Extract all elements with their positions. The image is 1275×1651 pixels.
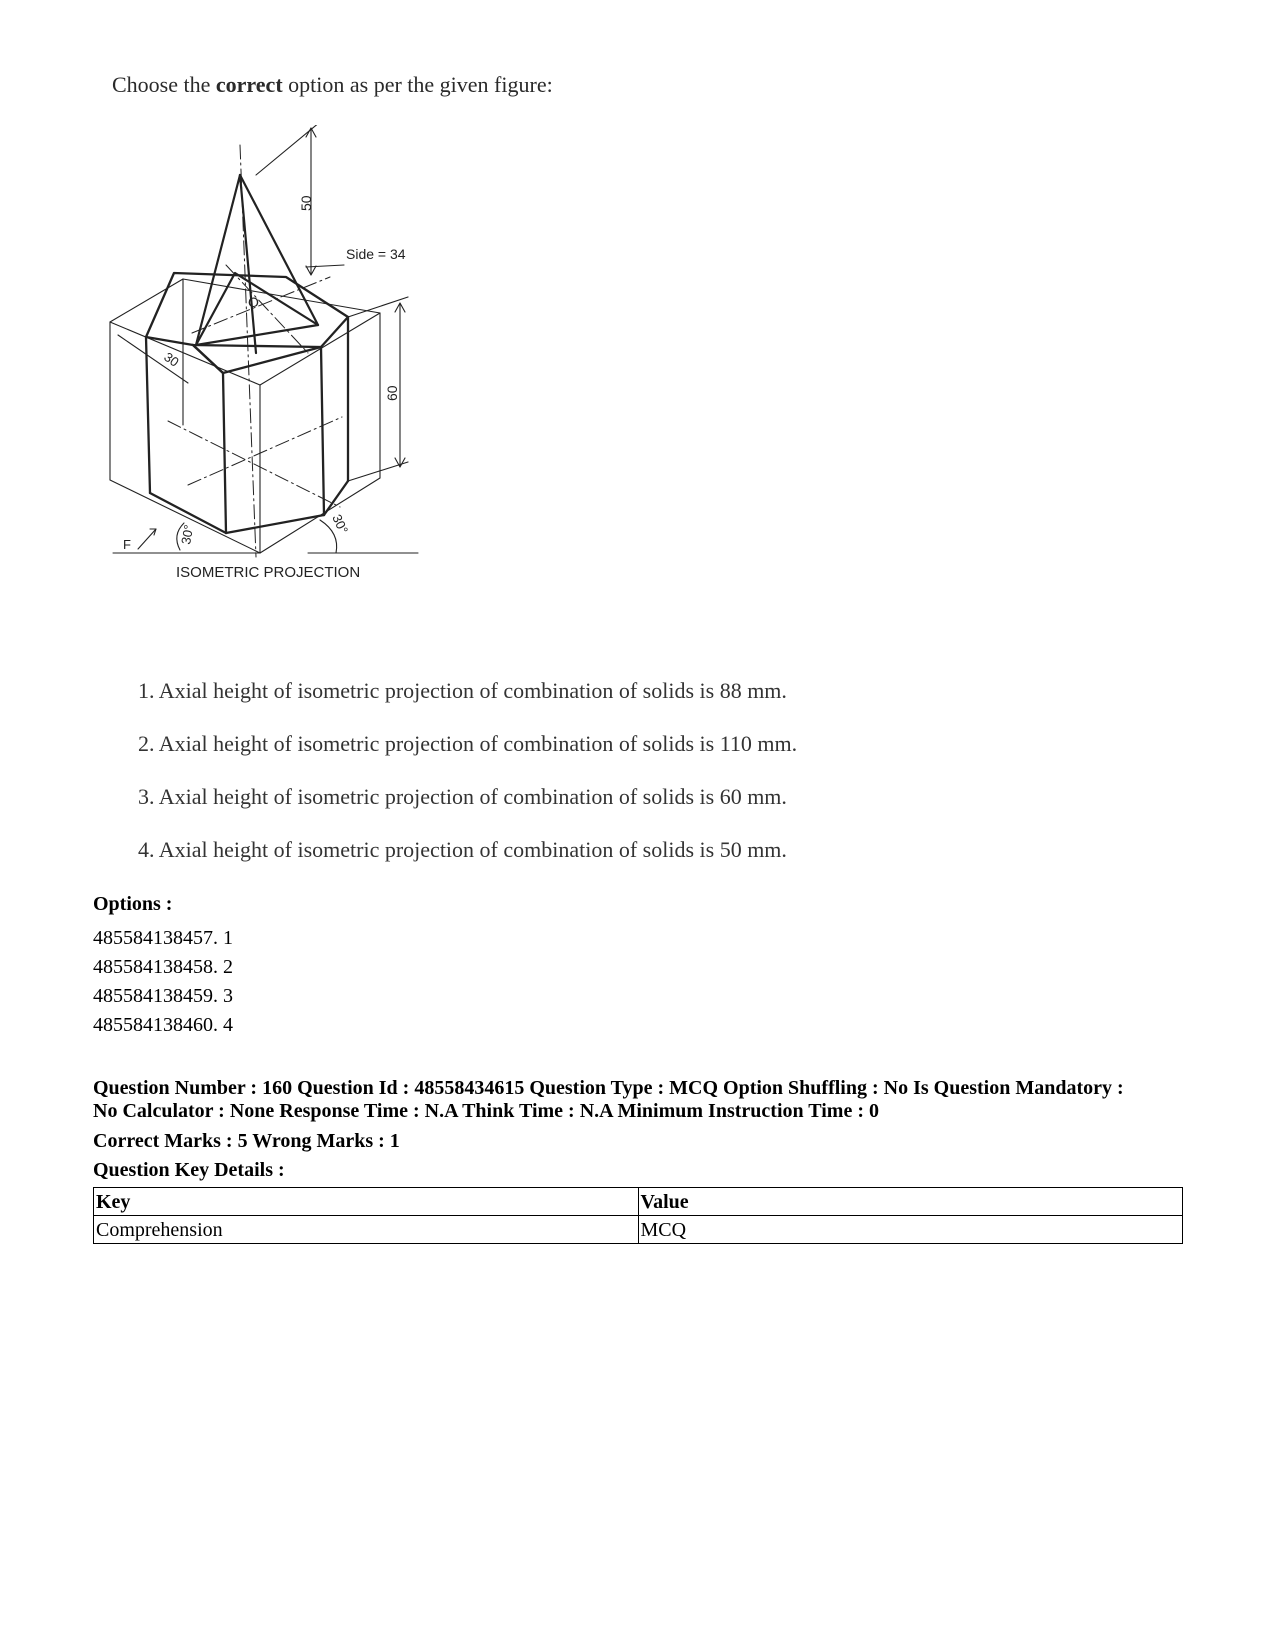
option-item: 485584138460. 4 [93,1014,233,1036]
hexagonal-prism [146,273,348,533]
prompt-text-after: option as per the given figure: [282,72,553,97]
question-metadata [93,1077,1183,1123]
bounding-box-lines [110,279,380,553]
table-row [94,1216,1183,1244]
side-30-label: 30 [161,349,182,370]
options-list [93,924,233,1040]
header-key: Key [94,1188,639,1216]
marks-line: Correct Marks : 5 Wrong Marks : 1 [93,1130,400,1152]
option-item: 485584138457. 1 [93,927,233,949]
front-marker-label: F [123,537,131,552]
question-prompt [112,72,553,98]
statement-item: 3. Axial height of isometric projection of combination of solids is 60 mm. [138,784,787,809]
prompt-text-before: Choose the [112,72,216,97]
height-60-label: 60 [384,385,400,401]
option-item: 485584138458. 2 [93,956,233,978]
options-heading: Options : [93,893,173,915]
prompt-emphasis: correct [215,72,283,97]
key-details-heading: Question Key Details : [93,1159,285,1181]
statement-item: 2. Axial height of isometric projection of combination of solids is 110 mm. [138,731,798,756]
figure-caption: ISOMETRIC PROJECTION [176,564,361,581]
angle-left-label: 30° [178,523,197,546]
statement-list [138,680,797,892]
statement-item: 1. Axial height of isometric projection of combination of solids is 88 mm. [138,678,787,703]
statement-item: 4. Axial height of isometric projection of combination of solids is 50 mm. [138,837,787,862]
isometric-figure [108,125,438,610]
side-label: Side = 34 [346,246,406,262]
center-o-label: O [248,294,259,310]
metadata-line-2: No Calculator : None Response Time : N.A Think Time : N.A Minimum Instruction Time : 0 [93,1100,879,1122]
cell-key: Comprehension [94,1216,639,1244]
cell-value: MCQ [638,1216,1183,1244]
metadata-line-1: Question Number : 160 Question Id : 48558434615 Question Type : MCQ Option Shuffling : No Is Question Mandatory : [93,1077,1124,1099]
header-value: Value [638,1188,1183,1216]
isometric-drawing [108,125,438,610]
option-item: 485584138459. 3 [93,985,233,1007]
key-details-table [93,1187,1183,1244]
height-50-label: 50 [298,195,314,211]
angle-right-label: 30° [329,511,352,537]
table-header-row [94,1188,1183,1216]
